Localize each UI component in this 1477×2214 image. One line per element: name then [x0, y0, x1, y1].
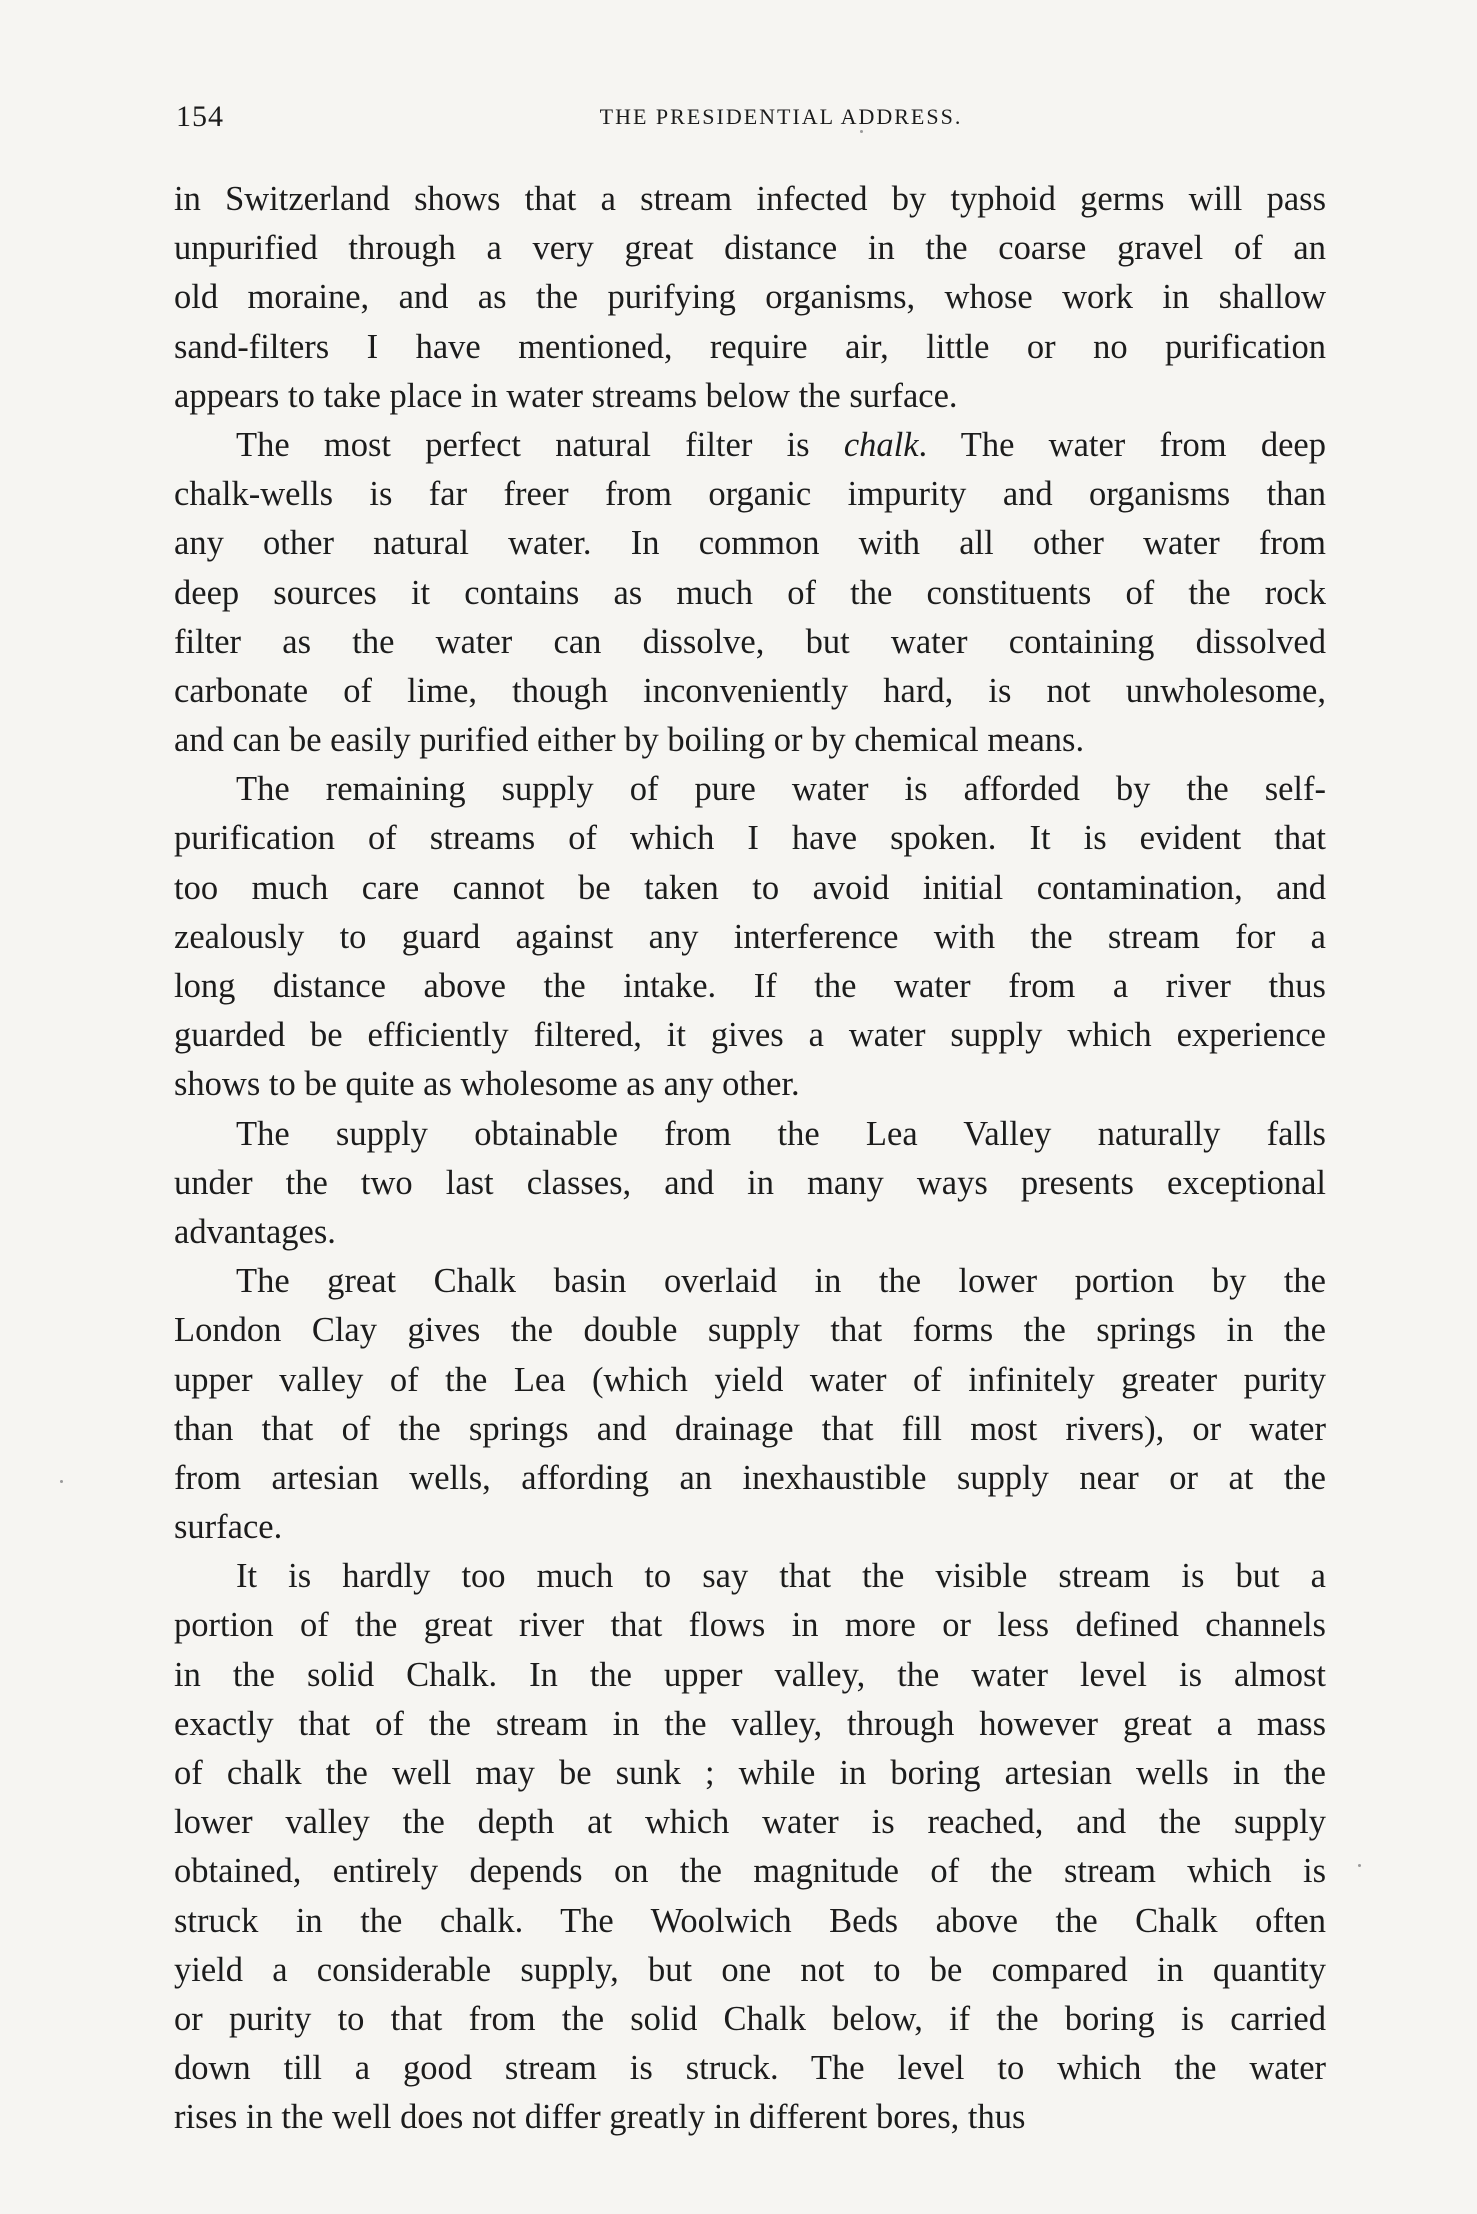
text-line: appears to take place in water streams below the surface. [174, 376, 958, 415]
paragraph [174, 1552, 1326, 2142]
text-line: or purity to that from the solid Chalk below, if the boring is carried [174, 1999, 1326, 2038]
paper-speck [60, 1480, 63, 1483]
text-line: down till a good stream is struck. The level to which the water [174, 2049, 1326, 2088]
text-line: in Switzerland shows that a stream infected by typhoid germs will pass [174, 180, 1326, 218]
text-line: than that of the springs and drainage that fill most rivers), or water [174, 1409, 1326, 1448]
text-line: rises in the well does not differ greatly in different bores, thus [174, 2098, 1026, 2137]
text-line: The most perfect natural filter is chalk. The water from deep [236, 425, 1326, 464]
text-line: London Clay gives the double supply that forms the springs in the [174, 1311, 1326, 1350]
text-line: The remaining supply of pure water is afforded by the self- [236, 770, 1326, 809]
paragraph [174, 1110, 1326, 1258]
text-line: The great Chalk basin overlaid in the lower portion by the [236, 1262, 1326, 1301]
text-line: sand-filters I have mentioned, require air, little or no purification [174, 327, 1326, 366]
paper-speck [860, 130, 863, 133]
page-header [176, 100, 1326, 140]
text-line: deep sources it contains as much of the constituents of the rock [174, 573, 1326, 612]
text-line: chalk-wells is far freer from organic impurity and organisms than [174, 475, 1326, 514]
text-line: exactly that of the stream in the valley, through however great a mass [174, 1704, 1326, 1743]
text-line: obtained, entirely depends on the magnitude of the stream which is [174, 1852, 1326, 1891]
text-line: too much care cannot be taken to avoid initial contamination, and [174, 868, 1326, 907]
text-line: struck in the chalk. The Woolwich Beds above the Chalk often [174, 1901, 1326, 1940]
text-line: upper valley of the Lea (which yield water of infinitely greater purity [174, 1360, 1326, 1399]
text-line: surface. [174, 1508, 283, 1547]
text-line: It is hardly too much to say that the visible stream is but a [236, 1557, 1326, 1596]
text-line: zealously to guard against any interference with the stream for a [174, 917, 1326, 956]
text-line: from artesian wells, affording an inexhaustible supply near or at the [174, 1458, 1326, 1497]
paragraph [174, 765, 1326, 1109]
text-line: advantages. [174, 1212, 336, 1251]
text-line: filter as the water can dissolve, but water containing dissolved [174, 622, 1326, 661]
text-line: portion of the great river that flows in more or less defined channels [174, 1606, 1326, 1645]
paragraph [174, 421, 1326, 765]
page-number: 154 [176, 100, 224, 133]
paper-speck [1358, 1864, 1361, 1867]
text-line: any other natural water. In common with all other water from [174, 524, 1326, 563]
text-line: shows to be quite as wholesome as any other. [174, 1065, 800, 1104]
text-line: and can be easily purified either by boiling or by chemical means. [174, 721, 1085, 760]
text-line: in the solid Chalk. In the upper valley, the water level is almost [174, 1655, 1326, 1694]
text-line: carbonate of lime, though inconveniently hard, is not unwholesome, [174, 671, 1326, 710]
text-line: guarded be efficiently filtered, it gives a water supply which experience [174, 1016, 1326, 1055]
running-head: THE PRESIDENTIAL ADDRESS. [599, 104, 963, 129]
paragraph [174, 1257, 1326, 1552]
text-line: old moraine, and as the purifying organisms, whose work in shallow [174, 278, 1326, 317]
paragraph [174, 175, 1326, 421]
text-line: of chalk the well may be sunk ; while in boring artesian wells in the [174, 1754, 1326, 1792]
text-line: purification of streams of which I have spoken. It is evident that [174, 819, 1326, 858]
text-line: yield a considerable supply, but one not to be compared in quantity [174, 1950, 1326, 1989]
text-line: The supply obtainable from the Lea Valley naturally falls [236, 1114, 1326, 1153]
text-line: unpurified through a very great distance in the coarse gravel of an [174, 229, 1326, 268]
text-line: under the two last classes, and in many ways presents exceptional [174, 1163, 1326, 1202]
italic-word: chalk [843, 425, 919, 464]
body-text [174, 175, 1326, 2143]
text-line: lower valley the depth at which water is reached, and the supply [174, 1803, 1326, 1842]
text-line: long distance above the intake. If the water from a river thus [174, 967, 1326, 1005]
